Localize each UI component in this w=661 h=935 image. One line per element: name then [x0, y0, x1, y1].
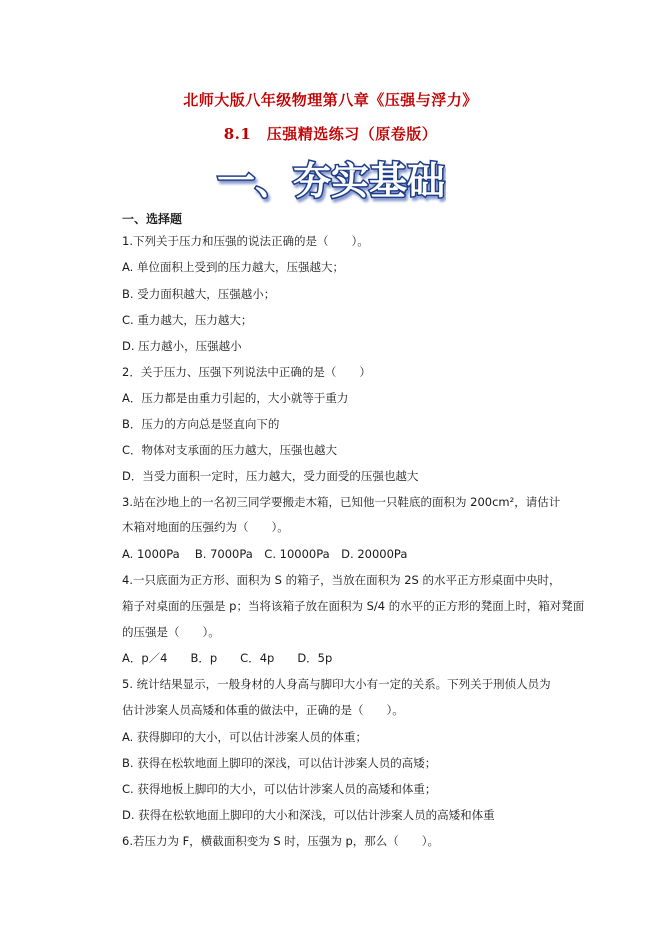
q5-option-a: A. 获得脚印的大小，可以估计涉案人员的体重；: [122, 730, 367, 744]
q1-option-b: B. 受力面积越大，压强越小；: [122, 287, 276, 301]
question-2: 2．关于压力、压强下列说法中正确的是（ ）: [122, 365, 371, 379]
document-subtitle: 8.1 压强精选练习（原卷版）: [223, 125, 438, 143]
question-3-cont: 木箱对地面的压强约为（ ）。: [122, 520, 289, 534]
q5-option-b: B. 获得在松软地面上脚印的深浅，可以估计涉案人员的高矮；: [122, 756, 437, 770]
q1-option-c: C. 重力越大，压力越大；: [122, 313, 253, 327]
question-3: 3.站在沙地上的一名初三同学要搬走木箱，已知他一只鞋底的面积为 200cm²，请估计: [122, 495, 561, 509]
q5-option-c: C. 获得地板上脚印的大小，可以估计涉案人员的高矮和体重；: [122, 782, 437, 796]
question-4-cont2: 的压强是（ ）。: [122, 625, 220, 639]
q1-option-d: D. 压力越小，压强越小: [122, 339, 242, 353]
q2-option-a: A．压力都是由重力引起的，大小就等于重力: [122, 391, 349, 405]
section-title: 一、选择题: [122, 212, 183, 226]
q2-option-d: D．当受力面积一定时，压力越大，受力面受的压强也越大: [122, 469, 419, 483]
q5-option-d: D. 获得在松软地面上脚印的大小和深浅，可以估计涉案人员的高矮和体重: [122, 808, 495, 822]
q2-option-b: B．压力的方向总是竖直向下的: [122, 417, 280, 431]
question-5: 5. 统计结果显示，一般身材的人身高与脚印大小有一定的关系。下列关于刑侦人员为: [122, 677, 551, 691]
banner-graphic: [216, 154, 446, 206]
q2-option-c: C．物体对支承面的压力越大，压强也越大: [122, 443, 338, 457]
section-banner: [0, 154, 661, 206]
q4-options: A．p／4 B．p C．4p D．5p: [122, 651, 333, 665]
question-4: 4.一只底面为正方形、面积为 S 的箱子，当放在面积为 2S 的水平正方形桌面中央时，: [122, 573, 561, 587]
document-title: 北师大版八年级物理第八章《压强与浮力》: [183, 91, 478, 109]
question-6: 6.若压力为 F，横截面积变为 S 时，压强为 p，那么（ ）。: [122, 834, 440, 848]
question-1: 1.下列关于压力和压强的说法正确的是（ ）。: [122, 234, 369, 248]
question-4-cont: 箱子对桌面的压强是 p；当将该箱子放在面积为 S/4 的水平的正方形的凳面上时，箱对凳面: [122, 599, 585, 613]
q1-option-a: A. 单位面积上受到的压力越大，压强越大；: [122, 260, 344, 274]
banner-text: 一、夯实基础: [216, 159, 445, 203]
q3-options: A. 1000Pa B. 7000Pa C. 10000Pa D. 20000Pa: [122, 547, 408, 561]
question-5-cont: 估计涉案人员高矮和体重的做法中，正确的是（ ）。: [122, 703, 404, 717]
